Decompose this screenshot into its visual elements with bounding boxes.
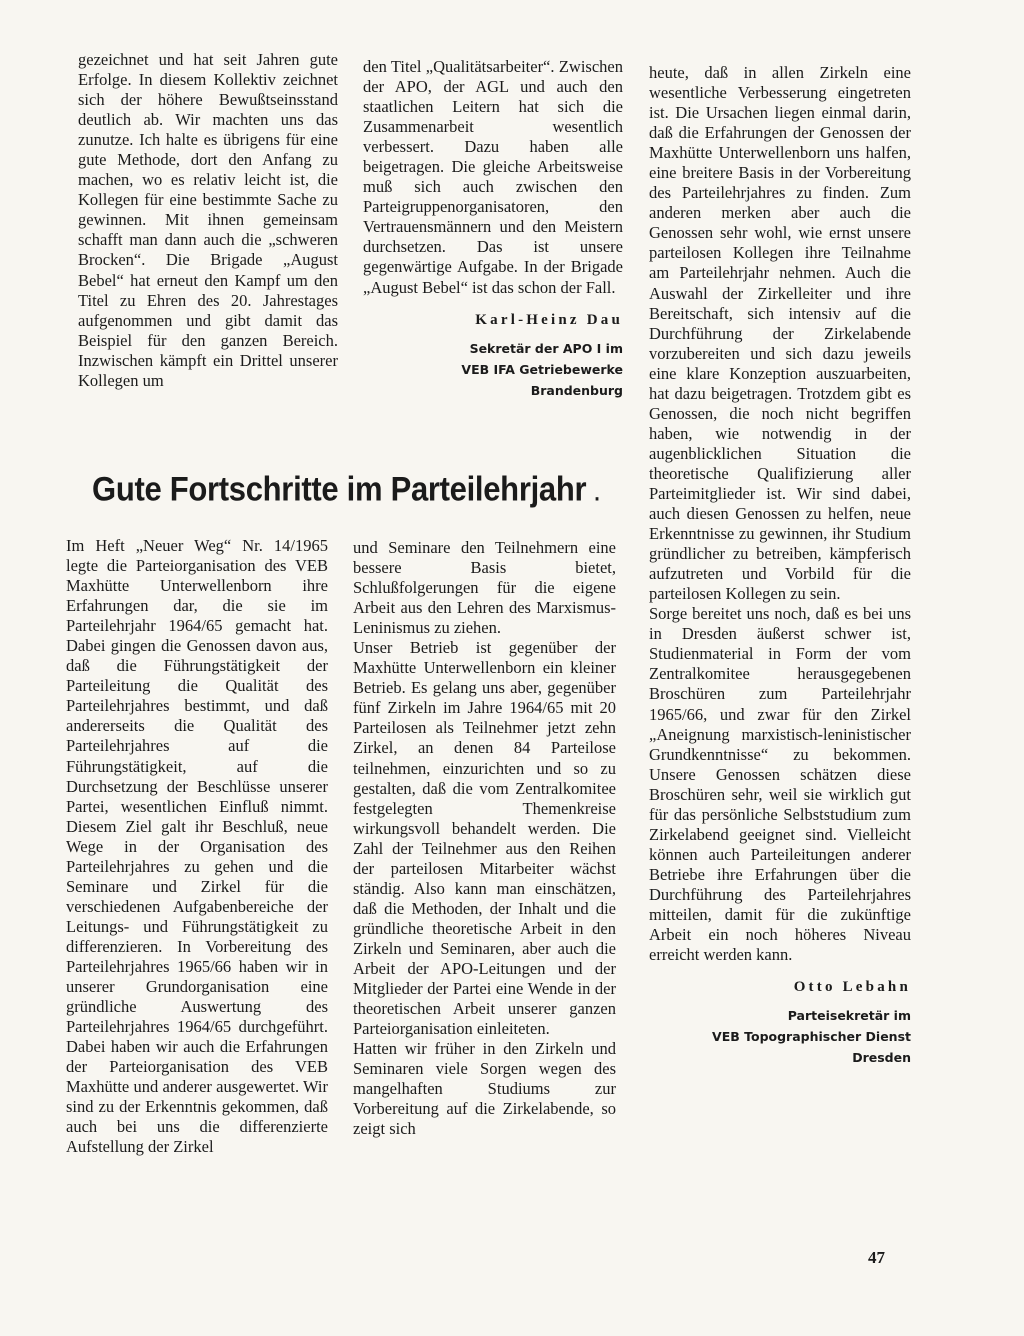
main-article-paragraph-1: und Seminare den Teilnehmern eine bessere Basis bietet, Schlußfolgerungen für die eigene Arbeit aus den Lehren des Marxismus-Leninismus zu ziehen. bbox=[353, 538, 616, 638]
main-article-text-1: Im Heft „Neuer Weg“ Nr. 14/1965 legte die Parteiorganisation des VEB Maxhütte Unterwellenborn ihre Erfahrungen dar, die sie im Parteilehrjahr 1964/65 gemacht hat. Dabei gingen die Genossen davon aus, daß die Führungstätigkeit der Parteileitung die Qualität des Parteilehrjahres bestimmt, und daß andererseits die Qualität des Parteilehrjahres auf die Führungstätigkeit, auf die Durchsetzung der Beschlüsse unserer Partei, wesentlichen Einfluß nimmt. Diesem Ziel galt ihr Beschluß, neue Wege in der Organisation des Parteilehrjahres zu gehen und die Seminare und Zirkel für die verschiedenen Aufgabenbereiche der Leitungs- und Führungstätigkeit zu differenzieren. In Vorbereitung des Parteilehrjahres 1965/66 haben wir in unserer Grundorganisation eine gründliche Auswertung des Parteilehrjahres 1964/65 durchgeführt. Dabei haben wir auch die Erfahrungen der Parteiorganisation des VEB Maxhütte und anderer ausgewertet. Wir sind zu der Erkenntnis gekommen, daß auch bei uns die differenzierte Aufstellung der Zirkel bbox=[66, 536, 328, 1157]
article-headline bbox=[92, 469, 632, 509]
main-article-column-2 bbox=[353, 538, 616, 1139]
top-article-text-2: den Titel „Qualitätsarbeiter“. Zwischen der APO, der AGL und auch den staatlichen Leitern hat sich die Zusammenarbeit wesentlich verbessert. Dazu haben alle beigetragen. Die gleiche Arbeitsweise muß sich auch zwischen den Parteigruppenorganisatoren, den Vertrauensmännern und den Meistern durchsetzen. Das ist unsere gegenwärtige Aufgabe. In der Brigade „August Bebel“ ist das schon der Fall. bbox=[363, 57, 623, 297]
main-article-paragraph-3: Hatten wir früher in den Zirkeln und Seminaren viele Sorgen wegen des mangelhaften Studiums zur Vorbereitung auf die Zirkelabende, so zeigt sich bbox=[353, 1039, 616, 1139]
top-article-signature bbox=[363, 310, 623, 401]
top-article-text-1: gezeichnet und hat seit Jahren gute Erfolge. In diesem Kollektiv zeichnet sich der höhere Bewußtseinsstand deutlich ab. Wir machten uns das zunutze. Ich halte es übrigens für eine gute Methode, dort den Anfang zu machen, wo es relativ leicht ist, die Kollegen für eine bestimmte Sache zu gewinnen. Mit ihnen gemeinsam schafft man dann auch die „schweren Brocken“. Die Brigade „August Bebel“ hat erneut den Kampf um den Titel zu Ehren des 20. Jahrestages aufgenommen und gibt damit das Beispiel für den ganzen Bereich. Inzwischen kämpft ein Drittel unserer Kollegen um bbox=[78, 50, 338, 390]
main-article-paragraph-4: heute, daß in allen Zirkeln eine wesentliche Verbesserung eingetreten ist. Die Ursachen liegen einmal darin, daß die Erfahrungen der Genossen der Maxhütte Unterwellenborn uns halfen, eine breitere Basis in der Vorbereitung des Parteilehrjahres zu finden. Zum anderen merken aber auch die Genossen sehr wohl, wie ernst unsere parteilosen Kollegen ihre Teilnahme am Parteilehrjahr nehmen. Auch die Auswahl der Zirkelleiter und ihre Bereitschaft, sich intensiv auf die Durchführung der Zirkelabende vorzubereiten und sich dazu jeweils eine klare Konzeption auszuarbeiten, hat dazu beigetragen. Trotzdem gibt es Genossen, die noch nicht begriffen haben, wie notwendig in der augenblicklichen Situation die theoretische Qualifizierung aller Parteimitglieder ist. Wir sind dabei, auch diesen Genossen zu helfen, neue Erkenntnisse zu gewinnen, ihr Studium gründlicher zu betreiben, kämpferisch aufzutreten und Vorbild für die parteilosen Kollegen zu sein. bbox=[649, 63, 911, 604]
headline-mark: . bbox=[594, 481, 600, 506]
main-article-author-role-1: Parteisekretär im bbox=[787, 1008, 911, 1024]
top-article-column-2 bbox=[363, 57, 623, 401]
top-article-author-role-3: Brandenburg bbox=[530, 382, 623, 398]
top-article-author-role-2: VEB IFA Getriebewerke bbox=[461, 361, 623, 377]
main-article-paragraph-5: Sorge bereitet uns noch, daß es bei uns in Dresden äußerst schwer ist, Studienmaterial in Form der vom Zentralkomitee herausgegebenen Broschüren zum Parteilehrjahr 1965/66, und zwar für den Zirkel „Aneignung marxistisch-leninistischer Grundkenntnisse“ zu bekommen. Unsere Genossen schätzen diese Broschüren sehr, weil sie wirklich gut für das persönliche Selbststudium zum Zirkelabend geeignet sind. Vielleicht können auch Parteileitungen anderer Betriebe ihre Erfahrungen über die Durchführung des Parteilehrjahres mitteilen, damit für die zukünftige Arbeit ein noch höheres Niveau erreicht werden kann. bbox=[649, 604, 911, 965]
right-column bbox=[649, 63, 911, 1068]
main-article-author-role-2: VEB Topographischer Dienst bbox=[712, 1029, 911, 1045]
page-number: 47 bbox=[868, 1248, 885, 1267]
main-article-paragraph-2: Unser Betrieb ist gegenüber der Maxhütte Unterwellenborn ein kleiner Betrieb. Es gelang uns aber, gegenüber fünf Zirkeln im Jahre 1964/65 mit 20 Parteilosen als Teilnehmer jetzt zehn Zirkel, an denen 84 Parteilose teilnehmen, einzurichten und so zu gestalten, daß die vom Zentralkomitee festgelegten Themenkreise wirkungsvoll behandelt werden. Die Zahl der Teilnehmer aus den Reihen der parteilosen Mitarbeiter wächst ständig. Also kann man einschätzen, daß die Methoden, der Inhalt und die gründliche theoretische Arbeit in den Zirkeln und Seminaren, aber auch die Arbeit der APO-Leitungen und der Mitglieder der Partei eine Wende in der theoretischen Arbeit unserer ganzen Parteiorganisation einleiteten. bbox=[353, 638, 616, 1039]
main-article-author: Otto Lebahn bbox=[793, 979, 911, 996]
top-article-author-role-1: Sekretär der APO I im bbox=[469, 340, 623, 356]
headline-text: Gute Fortschritte im Parteilehrjahr bbox=[92, 469, 587, 509]
top-article-author: Karl-Heinz Dau bbox=[475, 311, 623, 328]
main-article-column-1 bbox=[66, 536, 328, 1157]
main-article-author-role-3: Dresden bbox=[852, 1050, 911, 1066]
main-article-signature bbox=[649, 977, 911, 1068]
top-article-column-1 bbox=[78, 50, 338, 391]
